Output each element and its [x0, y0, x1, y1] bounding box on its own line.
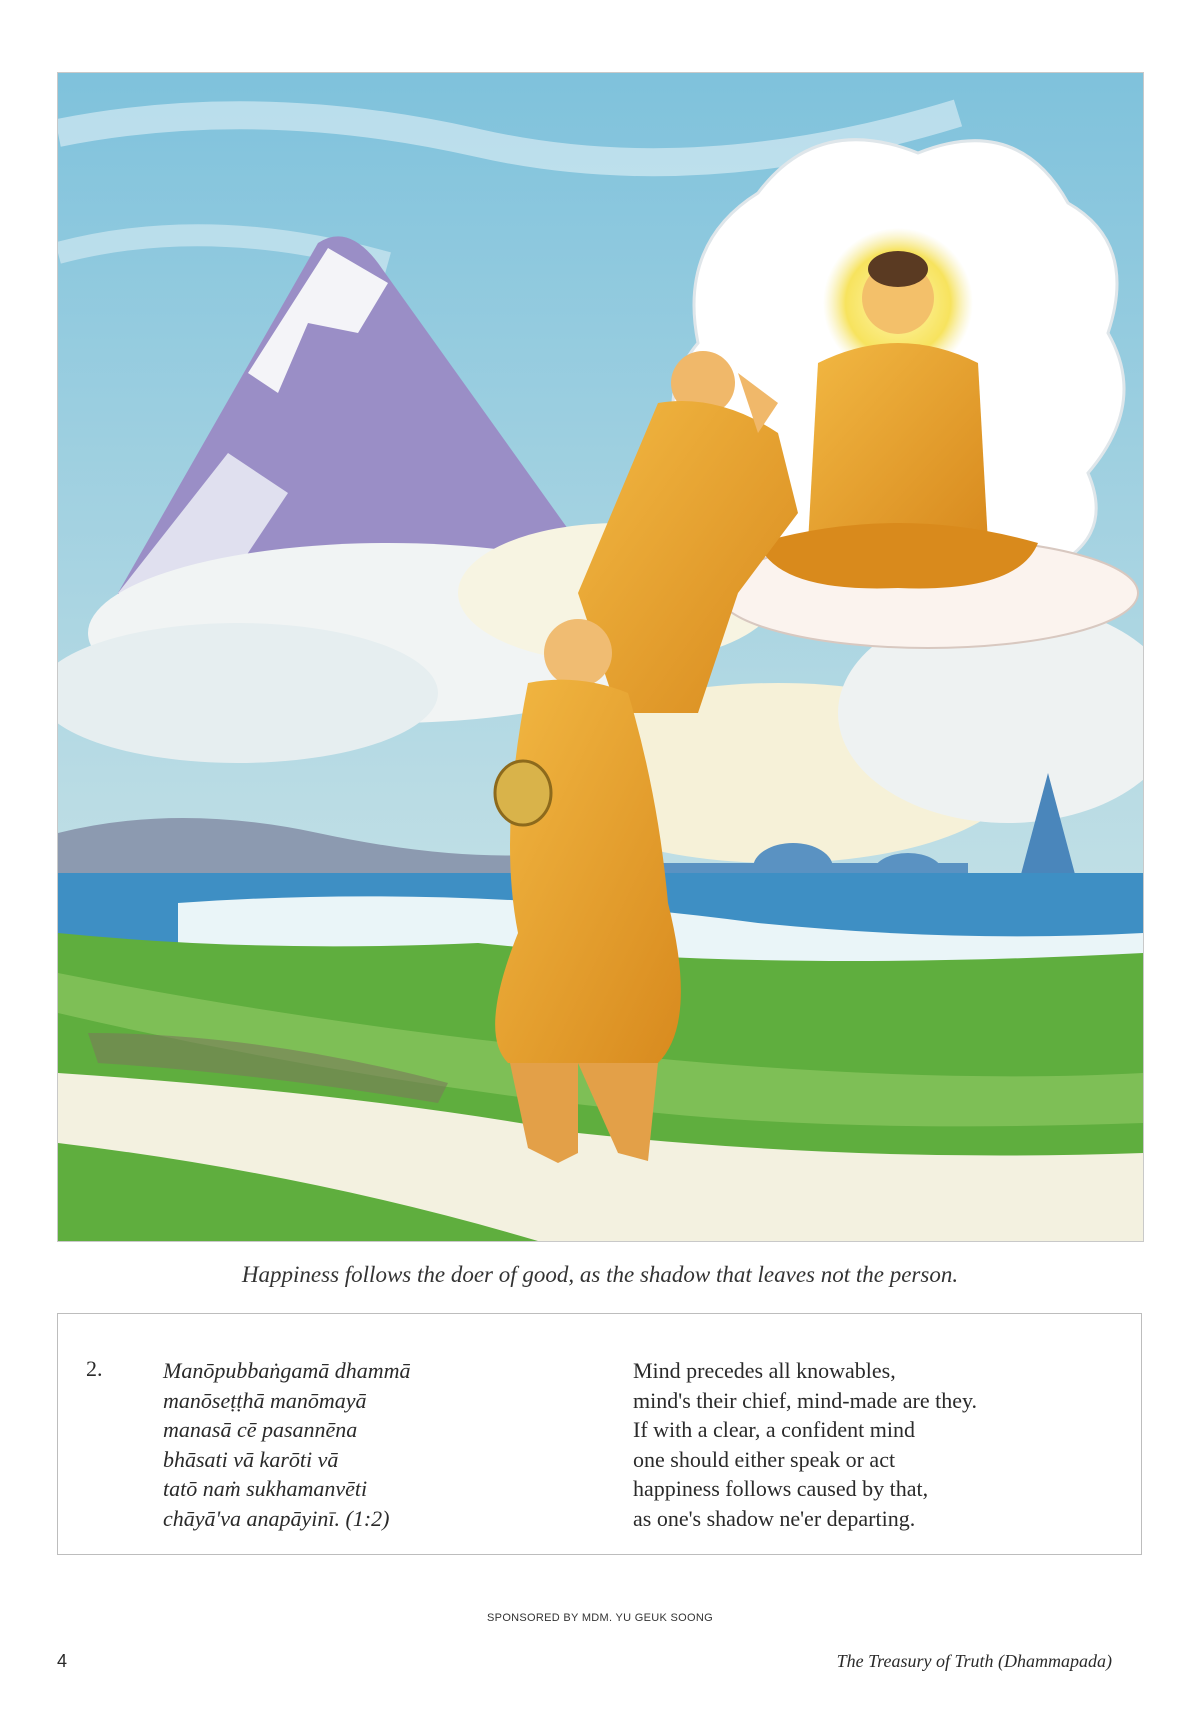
english-translation	[633, 1356, 977, 1533]
translation-line: one should either speak or act	[633, 1446, 896, 1472]
sponsor-note: SPONSORED BY MDM. YU GEUK SOONG	[487, 1612, 713, 1624]
pali-verse	[163, 1356, 411, 1533]
page-number: 4	[57, 1651, 68, 1671]
verse-box	[57, 1313, 1142, 1555]
translation-line: as one's shadow ne'er departing.	[633, 1505, 916, 1531]
pali-line: tatō naṁ sukhamanvēti	[163, 1476, 368, 1501]
pali-line: bhāsati vā karōti vā	[163, 1446, 339, 1472]
pali-line: chāyā'va anapāyinī. (1:2)	[163, 1505, 390, 1531]
pali-line: manasā cē pasannēna	[163, 1417, 358, 1442]
translation-line: Mind precedes all knowables,	[633, 1358, 896, 1383]
illustration	[57, 72, 1144, 1242]
translation-line: mind's their chief, mind-made are they.	[633, 1387, 978, 1413]
illustration-caption: Happiness follows the doer of good, as the shadow that leaves not the person.	[241, 1262, 959, 1287]
pali-line: manōseṭṭhā manōmayā	[163, 1387, 367, 1413]
translation-line: If with a clear, a confident mind	[633, 1417, 915, 1442]
pali-line: Manōpubbaṅgamā dhammā	[163, 1358, 411, 1383]
book-title: The Treasury of Truth (Dhammapada)	[836, 1651, 1112, 1671]
monk-painting	[58, 73, 1143, 1241]
verse-number: 2.	[86, 1356, 103, 1381]
translation-line: happiness follows caused by that,	[633, 1476, 929, 1501]
